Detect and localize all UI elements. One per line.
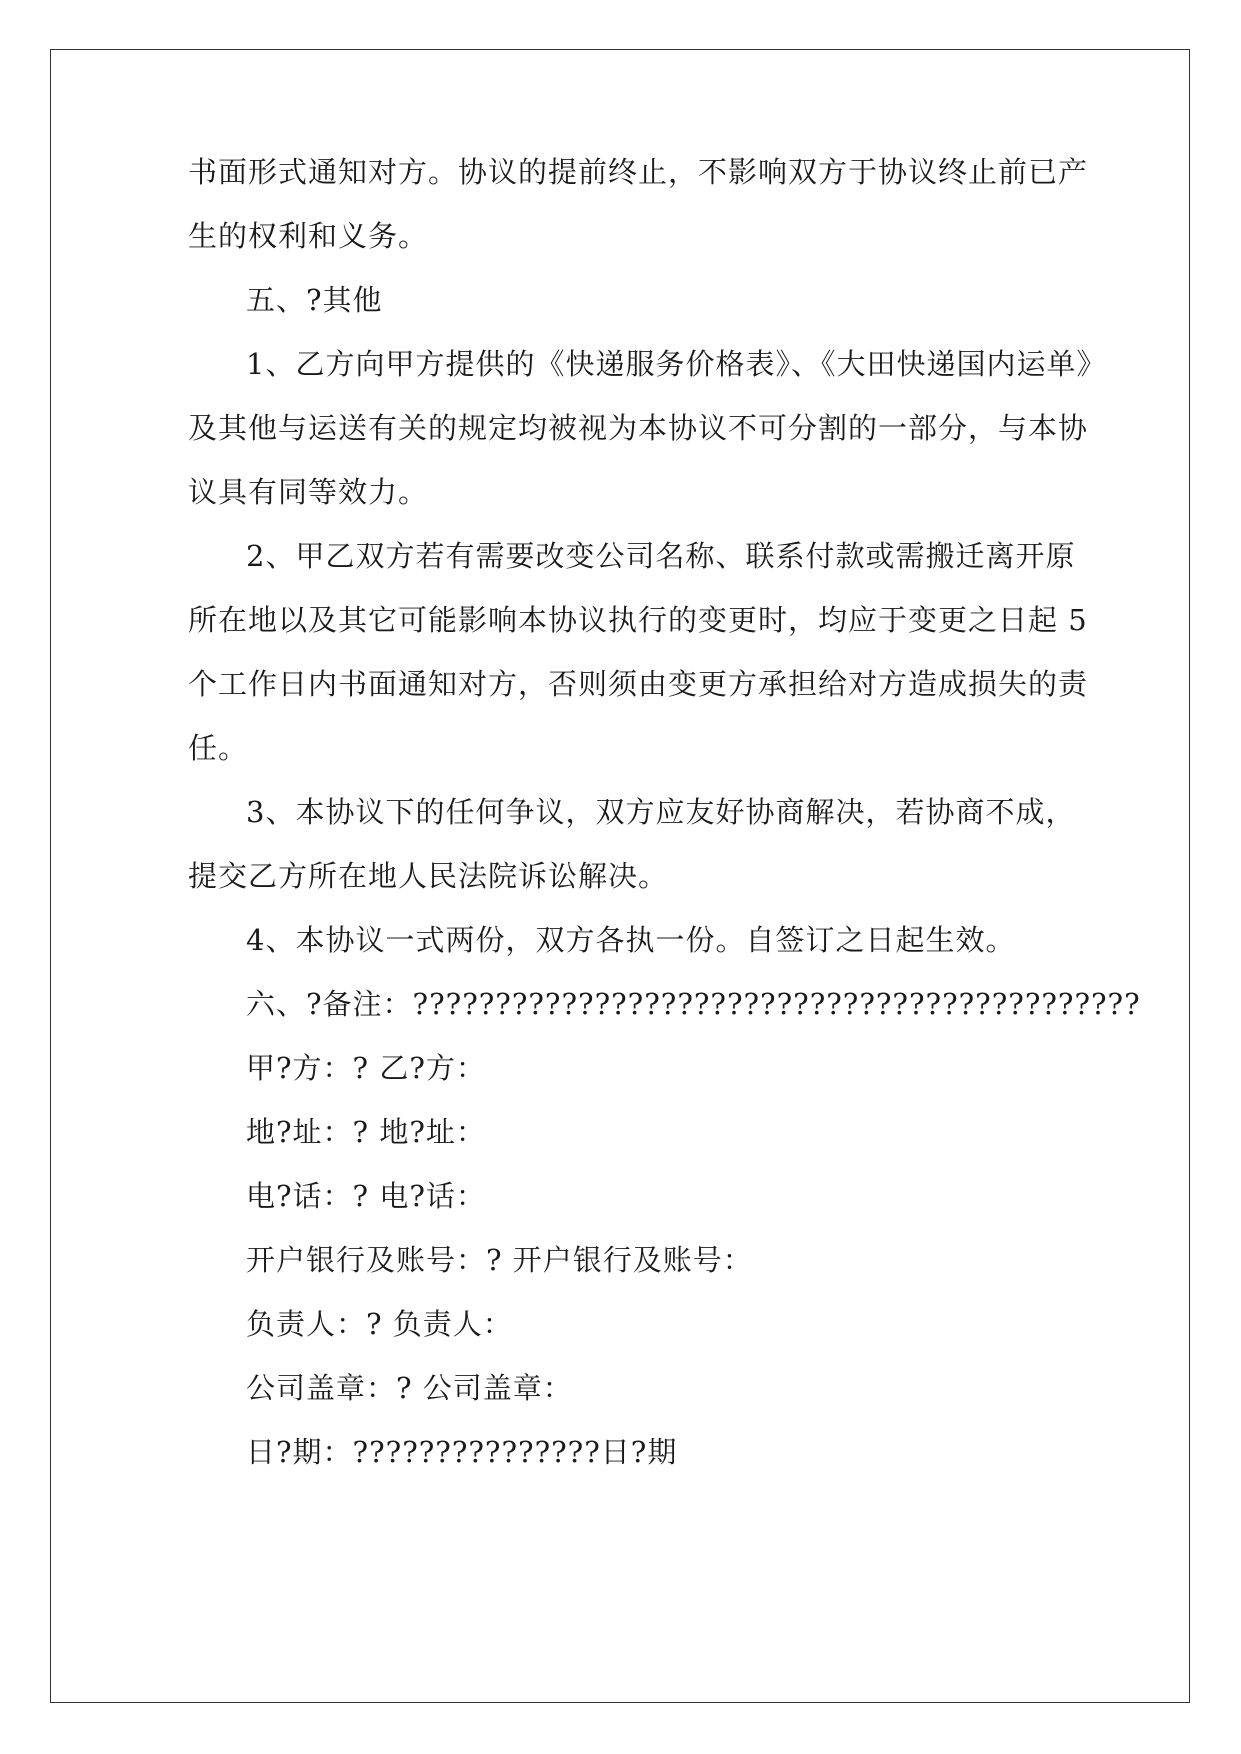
- signature-responsible-line: 负责人：? 负责人：: [246, 1307, 513, 1341]
- text-line: 4、本协议一式两份，双方各执一份。自签订之日起生效。: [246, 923, 1016, 957]
- text-line: 1、乙方向甲方提供的《快递服务价格表》、《大田快递国内运单》: [246, 347, 1107, 381]
- text-line: 议具有同等效力。: [188, 475, 429, 509]
- document-body: [188, 140, 1141, 1484]
- text-line: 3、本协议下的任何争议，双方应友好协商解决，若协商不成，: [246, 795, 1076, 829]
- text-line: 生的权利和义务。: [188, 219, 429, 253]
- signature-party-line: 甲?方：? 乙?方：: [246, 1051, 486, 1085]
- signature-address-line: 地?址：? 地?址：: [246, 1115, 486, 1149]
- signature-date-line: 日?期：???????????????日?期: [246, 1435, 678, 1469]
- signature-bank-line: 开户银行及账号：? 开户银行及账号：: [246, 1243, 753, 1277]
- text-line: 任。: [188, 731, 249, 765]
- section-heading: 五、?其他: [246, 283, 383, 317]
- text-line: 提交乙方所在地人民法院诉讼解决。: [188, 859, 669, 893]
- text-line: 2、甲乙双方若有需要改变公司名称、联系付款或需搬迁离开原: [246, 539, 1076, 573]
- signature-seal-line: 公司盖章：? 公司盖章：: [246, 1371, 573, 1405]
- text-line: 个工作日内书面通知对方，否则须由变更方承担给对方造成损失的责: [188, 667, 1089, 701]
- text-line: 所在地以及其它可能影响本协议执行的变更时，均应于变更之日起 5: [188, 603, 1088, 637]
- section-heading: 六、?备注：????????????????????????????????????????????: [246, 987, 1141, 1021]
- text-line: 书面形式通知对方。协议的提前终止，不影响双方于协议终止前已产: [188, 155, 1089, 189]
- text-line: 及其他与运送有关的规定均被视为本协议不可分割的一部分，与本协: [188, 411, 1089, 445]
- signature-phone-line: 电?话：? 电?话：: [246, 1179, 486, 1213]
